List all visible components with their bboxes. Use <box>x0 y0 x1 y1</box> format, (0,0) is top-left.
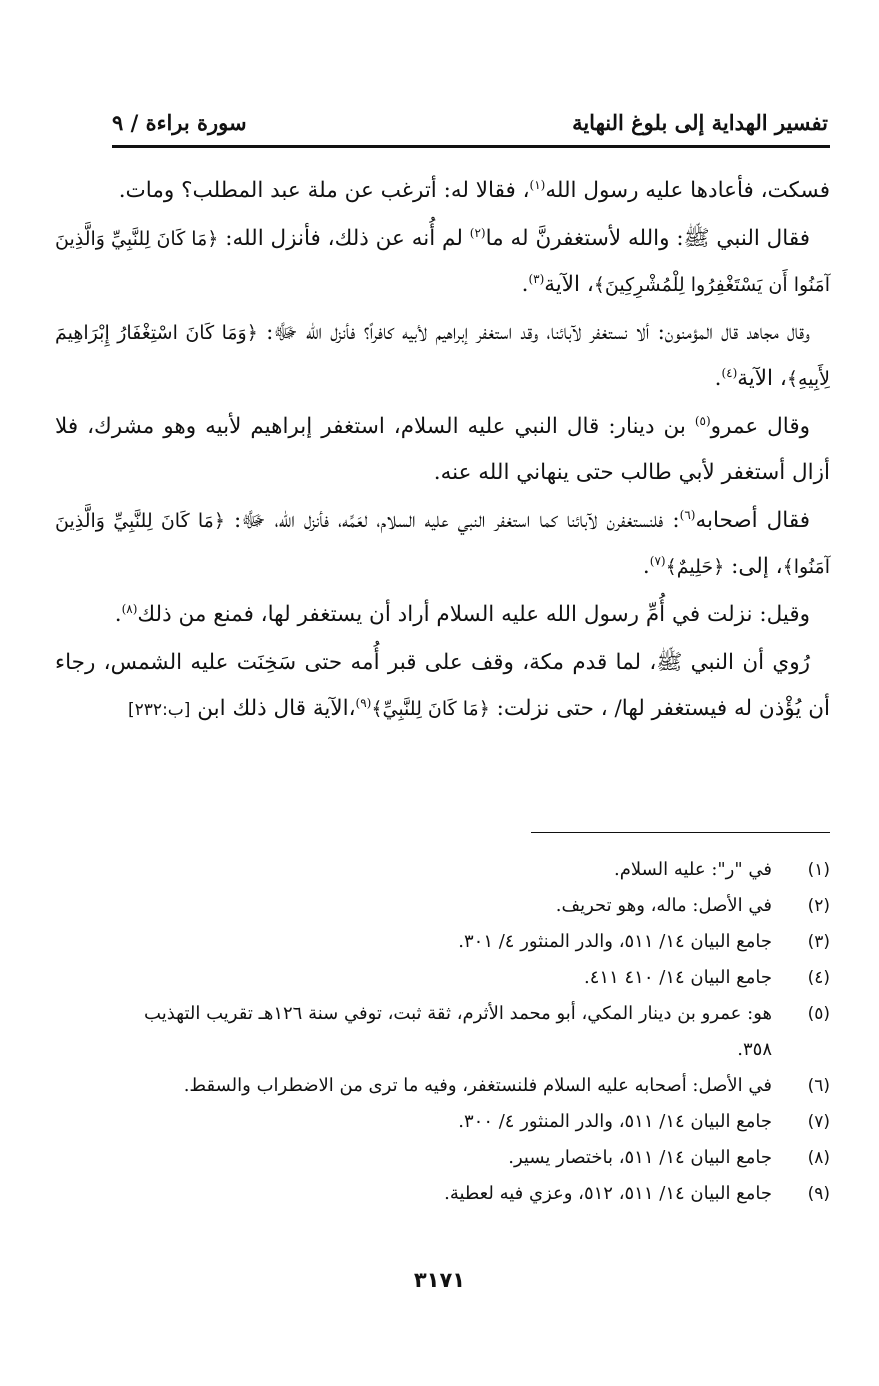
footnote-ref: (١) <box>529 178 546 192</box>
footnote-ref: (٩) <box>355 696 372 710</box>
footnote-text: في الأصل: ماله، وهو تحريف. <box>555 895 772 916</box>
paragraph-5 <box>55 498 830 590</box>
text-span: وقيل: نزلت في أُمِّ رسول الله عليه السلام أراد أن يستغفر لها، فمنع من ذلك <box>137 602 810 627</box>
manuscript-folio-marker: [ب:٢٣٢] <box>128 700 191 720</box>
footnote-text: جامع البيان ١٤/ ٥١١، باختصار يسير. <box>508 1147 772 1168</box>
footnote <box>120 1104 830 1140</box>
paragraph-6 <box>55 592 830 638</box>
page-number: ٣١٧١ <box>413 1268 466 1292</box>
footnote-ref: (٤) <box>721 366 738 380</box>
quran-quote: ﴿وَمَا كَانَ اسْتِغْفَارُ إِبْرَاهِيمَ لِأَبِيهِ﴾ <box>55 322 830 390</box>
text-span: فسكت، فأعادها عليه رسول الله <box>545 178 830 203</box>
paragraph-2 <box>55 216 830 308</box>
footnote <box>120 888 830 924</box>
footnote-ref: (٧) <box>649 554 666 568</box>
footnote-number: (١) <box>807 860 830 880</box>
footnote-text: جامع البيان ١٤/ ٤١٠ ٤١١. <box>584 967 772 988</box>
footnote <box>120 1068 830 1104</box>
text-span: ، فقالا له: أترغب عن ملة عبد المطلب؟ ومات. <box>118 178 530 203</box>
header-rule <box>112 145 830 148</box>
paragraph-1 <box>55 168 830 214</box>
paragraph-3 <box>55 310 830 402</box>
footnote <box>120 852 830 888</box>
footnote-number: (٧) <box>807 1112 830 1132</box>
text-span: ، الآية <box>737 366 787 391</box>
quran-quote: ﴿مَا كَانَ لِلنَّبِيِّ﴾ <box>371 698 490 720</box>
footnotes <box>120 852 830 1212</box>
footnote-number: (٦) <box>807 1076 830 1096</box>
footnote-number: (٤) <box>807 968 830 988</box>
main-text <box>55 168 830 733</box>
footnote <box>120 996 830 1068</box>
text-span: فقال النبي ﷺ: والله لأستغفرنَّ له ما <box>485 226 811 251</box>
footnote-number: (٩) <box>807 1184 830 1204</box>
footnote <box>120 1140 830 1176</box>
quran-quote: ﴿مَا كَانَ لِلنَّبِيِّ وَالَّذِينَ آمَنُوا أَن يَسْتَغْفِرُوا لِلْمُشْرِكِينَ﴾ <box>55 228 830 296</box>
footnote-ref: (٦) <box>679 508 696 522</box>
text-span: رُوي أن النبي ﷺ، لما قدم مكة، وقف على قبر أُمه حتى سَخِنَت عليه الشمس، رجاء أن يُؤْذن له فيستغفر لها/ ، حتى نزلت: <box>55 650 830 721</box>
footnote-text: هو: عمرو بن دينار المكي، أبو محمد الأثرم، ثقة ثبت، توفي سنة ١٢٦هـ تقريب التهذيب ٣٥٨. <box>144 1003 772 1060</box>
paragraph-4 <box>55 404 830 496</box>
text-span: لم أُنه عن ذلك، فأنزل الله: <box>218 226 470 251</box>
footnote-number: (٥) <box>807 1004 830 1024</box>
footnote-text: جامع البيان ١٤/ ٥١١، والدر المنثور ٤/ ٣٠١. <box>458 931 772 952</box>
footnote <box>120 924 830 960</box>
text-span: وقال مجاهد قال المؤمنون: ألا نستغفر لآبائنا، وقد استغفر إبراهيم لأبيه كافراً؟ فأنزل الله ﷻ: <box>257 320 810 345</box>
text-span: ، إلى: <box>724 554 783 579</box>
book-title: تفسير الهداية إلى بلوغ النهاية <box>572 110 828 135</box>
footnote-ref: (٨) <box>121 602 138 616</box>
text-span: . <box>642 554 650 579</box>
footnote-number: (٣) <box>807 932 830 952</box>
footnote <box>120 1176 830 1212</box>
footnote-text: جامع البيان ١٤/ ٥١١، ٥١٢، وعزي فيه لعطية. <box>444 1183 772 1204</box>
text-span: فقال أصحابه <box>695 508 810 533</box>
footnote-ref: (٢) <box>469 226 486 240</box>
text-span: . <box>714 366 722 391</box>
footnote-text: جامع البيان ١٤/ ٥١١، والدر المنثور ٤/ ٣٠٠. <box>458 1111 772 1132</box>
surah-label: سورة براءة / ٩ <box>112 110 247 135</box>
quran-quote: ﴿مَا كَانَ لِلنَّبِيِّ وَالَّذِينَ آمَنُوا﴾ <box>55 510 830 578</box>
footnote <box>120 960 830 996</box>
footnote-ref: (٥) <box>694 414 711 428</box>
footnote-number: (٨) <box>807 1148 830 1168</box>
footnote-text: في "ر": عليه السلام. <box>613 859 772 880</box>
paragraph-7 <box>55 640 830 733</box>
running-header <box>112 110 828 144</box>
footnote-ref: (٣) <box>528 272 545 286</box>
text-span: : فلنستغفرن لآبائنا كما استغفر النبي عليه السلام، لعَمِّه، فأنزل الله، ﷻ: <box>225 508 680 533</box>
text-span: بن دينار: قال النبي عليه السلام، استغفر إبراهيم لأبيه وهو مشرك، فلا أزال أستغفر لأبي طالب حتى ينهاني الله عنه. <box>55 414 830 485</box>
footnote-rule <box>531 832 830 833</box>
text-span: وقال عمرو <box>710 414 810 439</box>
text-span: . <box>114 602 122 627</box>
text-span: . <box>521 272 529 297</box>
footnote-number: (٢) <box>807 896 830 916</box>
quran-quote: ﴿حَلِيمٌ﴾ <box>665 556 725 578</box>
footnote-text: في الأصل: أصحابه عليه السلام فلنستغفر، وفيه ما ترى من الاضطراب والسقط. <box>183 1075 772 1096</box>
text-span: ، الآية <box>544 272 594 297</box>
text-span: ،الآية قال ذلك ابن <box>197 696 356 721</box>
